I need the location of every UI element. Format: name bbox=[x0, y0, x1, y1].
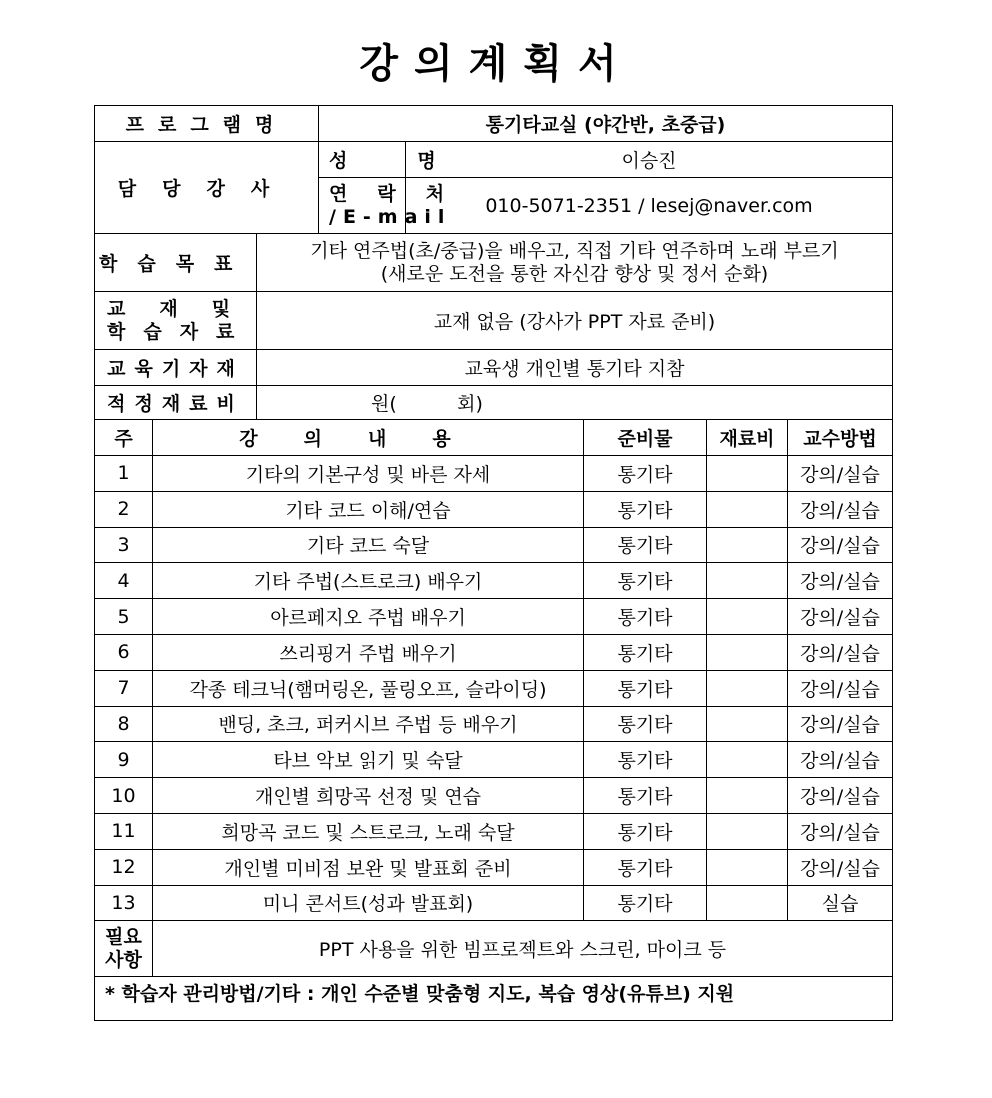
requirements-table bbox=[94, 920, 893, 1021]
name-label: 성명 bbox=[329, 150, 506, 172]
content-cell: 각종 테크닉(햄머링온, 풀링오프, 슬라이딩) bbox=[153, 670, 584, 706]
schedule-header-row bbox=[95, 420, 893, 456]
method-cell: 강의/실습 bbox=[788, 706, 893, 742]
method-cell: 강의/실습 bbox=[788, 563, 893, 599]
footnote: * 학습자 관리방법/기타 : 개인 수준별 맞춤형 지도, 복습 영상(유튜브) 지원 bbox=[95, 977, 893, 1021]
prep-cell: 통기타 bbox=[584, 670, 707, 706]
fee-cell bbox=[707, 456, 788, 492]
contact-label-line2: /E-mail bbox=[329, 205, 452, 228]
schedule-row bbox=[95, 778, 893, 814]
schedule-row bbox=[95, 456, 893, 492]
footnote-row bbox=[95, 977, 893, 1021]
fee-cell bbox=[707, 563, 788, 599]
equipment-value: 교육생 개인별 통기타 지참 bbox=[257, 350, 893, 386]
fee-cell bbox=[707, 742, 788, 778]
week-cell: 2 bbox=[95, 491, 153, 527]
materials-row bbox=[95, 292, 893, 350]
method-cell: 강의/실습 bbox=[788, 491, 893, 527]
goal-value bbox=[257, 234, 893, 292]
prep-header: 준비물 bbox=[584, 420, 707, 456]
method-cell: 강의/실습 bbox=[788, 778, 893, 814]
program-value: 통기타교실 (야간반, 초중급) bbox=[319, 106, 893, 142]
fee-header: 재료비 bbox=[707, 420, 788, 456]
method-cell: 강의/실습 bbox=[788, 670, 893, 706]
prep-cell: 통기타 bbox=[584, 885, 707, 921]
content-cell: 미니 콘서트(성과 발표회) bbox=[153, 885, 584, 921]
schedule-row bbox=[95, 491, 893, 527]
week-cell: 6 bbox=[95, 634, 153, 670]
content-cell: 타브 악보 읽기 및 숙달 bbox=[153, 742, 584, 778]
prep-cell: 통기타 bbox=[584, 778, 707, 814]
content-cell: 희망곡 코드 및 스트로크, 노래 숙달 bbox=[153, 813, 584, 849]
content-cell: 개인별 미비점 보완 및 발표회 준비 bbox=[153, 849, 584, 885]
fee-cell bbox=[707, 813, 788, 849]
method-cell: 강의/실습 bbox=[788, 634, 893, 670]
fee-cell bbox=[707, 849, 788, 885]
requirements-label-line1: 필요 bbox=[105, 925, 142, 948]
week-cell: 9 bbox=[95, 742, 153, 778]
content-cell: 밴딩, 초크, 퍼커시브 주법 등 배우기 bbox=[153, 706, 584, 742]
content-cell: 기타 주법(스트로크) 배우기 bbox=[153, 563, 584, 599]
instructor-contact: 010-5071-2351 / lesej@naver.com bbox=[406, 178, 893, 234]
fee-cell bbox=[707, 634, 788, 670]
content-cell: 기타 코드 숙달 bbox=[153, 527, 584, 563]
prep-cell: 통기타 bbox=[584, 634, 707, 670]
method-header: 교수방법 bbox=[788, 420, 893, 456]
prep-cell: 통기타 bbox=[584, 456, 707, 492]
schedule-row bbox=[95, 670, 893, 706]
fee-cell bbox=[707, 778, 788, 814]
method-cell: 강의/실습 bbox=[788, 849, 893, 885]
contact-label-cell bbox=[319, 178, 475, 234]
fee-cell bbox=[707, 706, 788, 742]
content-cell: 아르페지오 주법 배우기 bbox=[153, 599, 584, 635]
equipment-row bbox=[95, 350, 893, 386]
method-cell: 강의/실습 bbox=[788, 813, 893, 849]
goal-line2: (새로운 도전을 통한 자신감 향상 및 정서 순화) bbox=[380, 262, 769, 285]
fee-cell bbox=[707, 885, 788, 921]
schedule-row bbox=[95, 813, 893, 849]
materials-label-cell bbox=[95, 292, 265, 350]
schedule-row bbox=[95, 742, 893, 778]
week-cell: 10 bbox=[95, 778, 153, 814]
schedule-row bbox=[95, 706, 893, 742]
materials-value: 교재 없음 (강사가 PPT 자료 준비) bbox=[257, 292, 893, 350]
week-cell: 11 bbox=[95, 813, 153, 849]
prep-cell: 통기타 bbox=[584, 742, 707, 778]
info-table bbox=[94, 105, 893, 234]
goal-row bbox=[95, 234, 893, 292]
method-cell: 강의/실습 bbox=[788, 456, 893, 492]
instructor-label: 담당강사 bbox=[95, 142, 319, 234]
schedule-row bbox=[95, 849, 893, 885]
name-label-cell bbox=[319, 142, 506, 178]
document-title: 강의계획서 bbox=[359, 41, 633, 87]
week-cell: 13 bbox=[95, 885, 153, 921]
content-cell: 개인별 희망곡 선정 및 연습 bbox=[153, 778, 584, 814]
method-cell: 강의/실습 bbox=[788, 527, 893, 563]
prep-cell: 통기타 bbox=[584, 527, 707, 563]
program-label: 프로그램명 bbox=[95, 106, 319, 142]
goal-table bbox=[94, 233, 893, 420]
week-cell: 5 bbox=[95, 599, 153, 635]
prep-cell: 통기타 bbox=[584, 706, 707, 742]
week-cell: 8 bbox=[95, 706, 153, 742]
schedule-row bbox=[95, 885, 893, 921]
prep-cell: 통기타 bbox=[584, 849, 707, 885]
fee-value: 원( 회) bbox=[257, 386, 893, 420]
week-header: 주 bbox=[95, 420, 153, 456]
content-cell: 기타의 기본구성 및 바른 자세 bbox=[153, 456, 584, 492]
prep-cell: 통기타 bbox=[584, 599, 707, 635]
method-cell: 실습 bbox=[788, 885, 893, 921]
instructor-name-row bbox=[95, 142, 893, 178]
fee-cell bbox=[707, 599, 788, 635]
schedule-row bbox=[95, 634, 893, 670]
contact-label-line1: 연락처 bbox=[329, 182, 475, 205]
goal-line1: 기타 연주법(초/중급)을 배우고, 직접 기타 연주하며 노래 부르기 bbox=[310, 239, 839, 262]
requirements-value: PPT 사용을 위한 빔프로젝트와 스크린, 마이크 등 bbox=[153, 921, 893, 977]
equipment-label: 교육기자재 bbox=[95, 350, 257, 386]
prep-cell: 통기타 bbox=[584, 563, 707, 599]
content-cell: 기타 코드 이해/연습 bbox=[153, 491, 584, 527]
program-row bbox=[95, 106, 893, 142]
content-cell: 쓰리핑거 주법 배우기 bbox=[153, 634, 584, 670]
method-cell: 강의/실습 bbox=[788, 599, 893, 635]
week-cell: 1 bbox=[95, 456, 153, 492]
method-cell: 강의/실습 bbox=[788, 742, 893, 778]
week-cell: 3 bbox=[95, 527, 153, 563]
requirements-label-cell bbox=[95, 921, 153, 977]
requirements-label-line2: 사항 bbox=[105, 948, 142, 971]
schedule-table bbox=[94, 419, 893, 921]
schedule-row bbox=[95, 563, 893, 599]
fee-label: 적정재료비 bbox=[95, 386, 257, 420]
prep-cell: 통기타 bbox=[584, 813, 707, 849]
schedule-body bbox=[95, 456, 893, 921]
fee-row bbox=[95, 386, 893, 420]
schedule-row bbox=[95, 599, 893, 635]
materials-label-line1: 교재및 bbox=[107, 297, 265, 320]
materials-label-line2: 학습자료 bbox=[107, 320, 253, 343]
fee-cell bbox=[707, 491, 788, 527]
content-header: 강의내용 bbox=[153, 420, 584, 456]
fee-cell bbox=[707, 527, 788, 563]
schedule-row bbox=[95, 527, 893, 563]
week-cell: 12 bbox=[95, 849, 153, 885]
lecture-plan-sheet bbox=[94, 105, 892, 1021]
fee-cell bbox=[707, 670, 788, 706]
week-cell: 4 bbox=[95, 563, 153, 599]
requirements-row bbox=[95, 921, 893, 977]
instructor-name: 이승진 bbox=[406, 142, 893, 178]
week-cell: 7 bbox=[95, 670, 153, 706]
goal-label: 학습목표 bbox=[95, 234, 257, 292]
prep-cell: 통기타 bbox=[584, 491, 707, 527]
